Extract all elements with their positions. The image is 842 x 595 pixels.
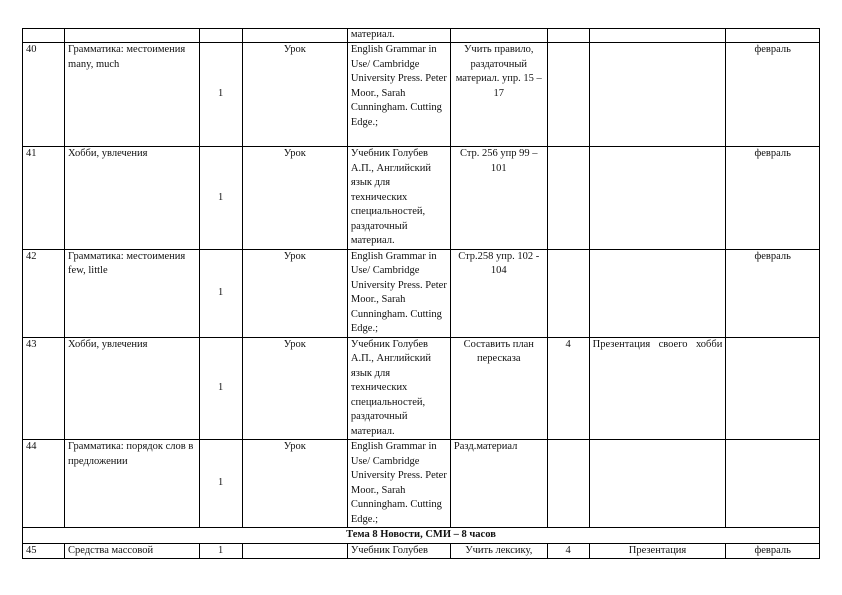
cell-homework: Учить правило, раздаточный материал. упр. 15 – 17: [450, 43, 547, 147]
cell-month: февраль: [726, 543, 820, 559]
cell-hours: 1: [199, 249, 242, 337]
cell-topic: Грамматика: местоимения few, little: [65, 249, 200, 337]
cell-hours: 1: [199, 440, 242, 528]
cell-lesson-type: Урок: [242, 249, 347, 337]
cell-number: 41: [23, 147, 65, 250]
cell-month: [726, 440, 820, 528]
cell-homework: Стр.258 упр. 102 - 104: [450, 249, 547, 337]
cell-lesson-type: [242, 543, 347, 559]
cell-number: 40: [23, 43, 65, 147]
cell-hours: 1: [199, 337, 242, 440]
cell-hours: 1: [199, 147, 242, 250]
cell-homework: Разд.материал: [450, 440, 547, 528]
cell-independent-task: [589, 29, 726, 43]
cell-hours: 1: [199, 543, 242, 559]
cell-literature: English Grammar in Use/ Cambridge University Press. Peter Moor., Sarah Cunningham. Cutting Edge.;: [347, 43, 450, 147]
cell-lesson-type: Урок: [242, 147, 347, 250]
cell-literature: материал.: [347, 29, 450, 43]
cell-independent-task: [589, 43, 726, 147]
cell-number: 42: [23, 249, 65, 337]
table-row: [23, 249, 820, 337]
table-row: [23, 543, 820, 559]
cell-number: 44: [23, 440, 65, 528]
cell-topic: Хобби, увлечения: [65, 337, 200, 440]
cell-topic: Грамматика: порядок слов в предложении: [65, 440, 200, 528]
cell-independent-task: [589, 147, 726, 250]
cell-independent-task: [589, 249, 726, 337]
cell-literature: Учебник Голубев А.П., Английский язык для технических специальностей, раздаточный материал.: [347, 147, 450, 250]
table-row: [23, 528, 820, 544]
cell-lesson-type: Урок: [242, 43, 347, 147]
cell-topic: Средства массовой: [65, 543, 200, 559]
cell-month: [726, 29, 820, 43]
cell-homework: Стр. 256 упр 99 – 101: [450, 147, 547, 250]
cell-independent-hours: 4: [547, 543, 589, 559]
cell-hours: 1: [199, 43, 242, 147]
cell-topic: [65, 29, 200, 43]
table-row: [23, 29, 820, 43]
table-row: [23, 440, 820, 528]
cell-independent-hours: [547, 147, 589, 250]
cell-month: февраль: [726, 249, 820, 337]
cell-number: 45: [23, 543, 65, 559]
cell-month: февраль: [726, 43, 820, 147]
table-row: [23, 337, 820, 440]
cell-topic: Хобби, увлечения: [65, 147, 200, 250]
cell-independent-hours: [547, 43, 589, 147]
cell-independent-task: Презентация: [589, 543, 726, 559]
cell-homework: Составить план пересказа: [450, 337, 547, 440]
cell-lesson-type: [242, 29, 347, 43]
cell-month: [726, 337, 820, 440]
cell-independent-task: [589, 440, 726, 528]
lesson-plan-table: [22, 28, 820, 559]
cell-independent-hours: 4: [547, 337, 589, 440]
cell-homework: [450, 29, 547, 43]
cell-literature: English Grammar in Use/ Cambridge University Press. Peter Moor., Sarah Cunningham. Cutting Edge.;: [347, 440, 450, 528]
cell-lesson-type: Урок: [242, 440, 347, 528]
cell-month: февраль: [726, 147, 820, 250]
cell-independent-task: Презентация своего хобби: [589, 337, 726, 440]
cell-lesson-type: Урок: [242, 337, 347, 440]
cell-independent-hours: [547, 249, 589, 337]
table-row: [23, 147, 820, 250]
cell-independent-hours: [547, 440, 589, 528]
cell-literature: Учебник Голубев А.П., Английский язык для технических специальностей, раздаточный материал.: [347, 337, 450, 440]
section-heading: Тема 8 Новости, СМИ – 8 часов: [23, 528, 820, 544]
cell-independent-hours: [547, 29, 589, 43]
cell-hours: [199, 29, 242, 43]
cell-number: [23, 29, 65, 43]
table-row: [23, 43, 820, 147]
cell-literature: English Grammar in Use/ Cambridge University Press. Peter Moor., Sarah Cunningham. Cutting Edge.;: [347, 249, 450, 337]
cell-topic: Грамматика: местоимения many, much: [65, 43, 200, 147]
cell-literature: Учебник Голубев: [347, 543, 450, 559]
cell-number: 43: [23, 337, 65, 440]
cell-homework: Учить лексику,: [450, 543, 547, 559]
